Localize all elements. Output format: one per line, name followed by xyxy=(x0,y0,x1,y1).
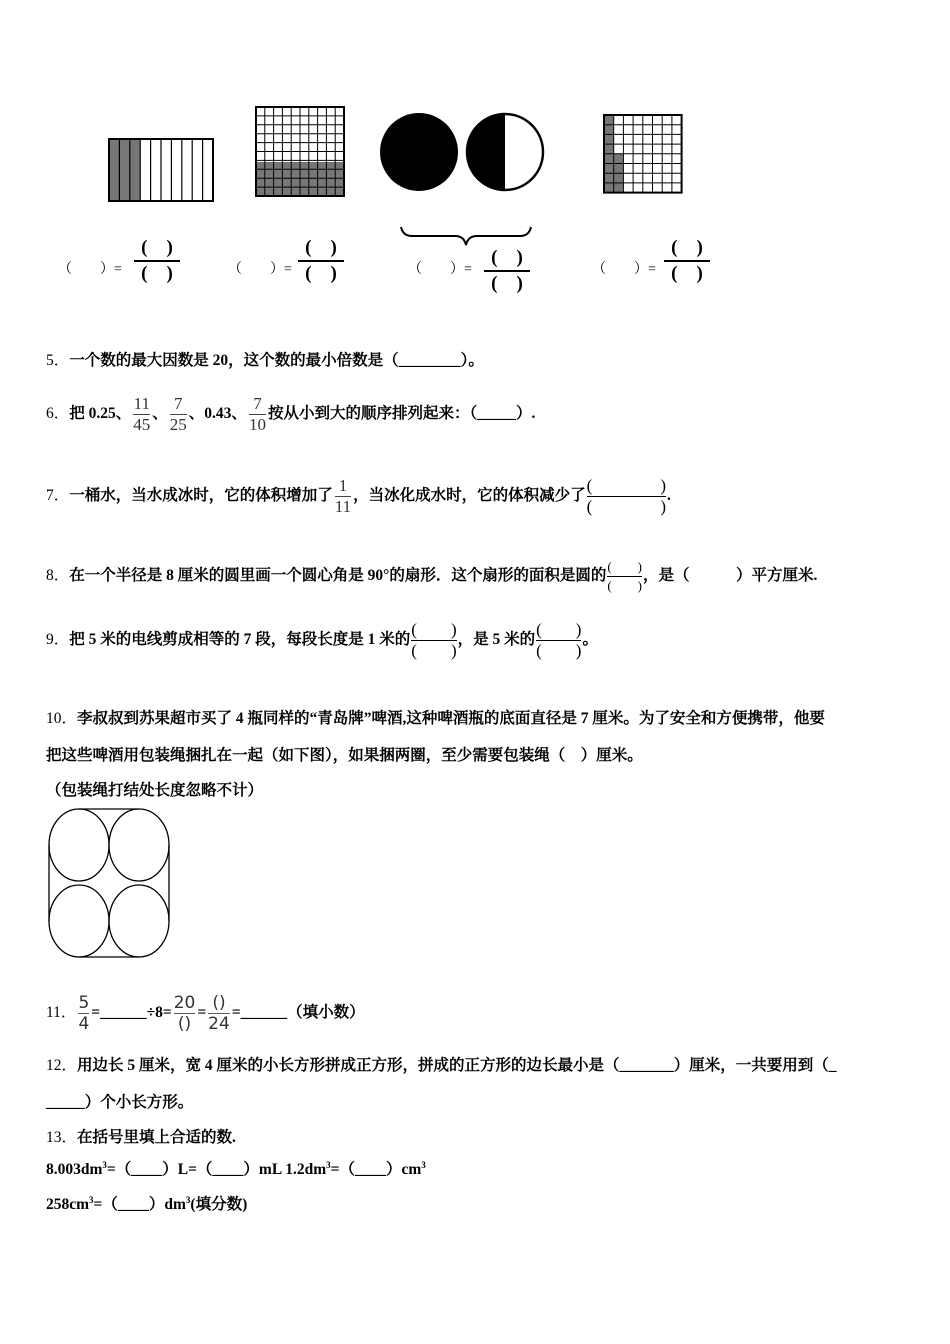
expression-text: (填分数) xyxy=(190,1196,248,1213)
question-7 xyxy=(46,476,671,517)
question-number: 12． xyxy=(46,1057,78,1074)
answer-fraction-2 xyxy=(536,620,581,661)
circles-figure xyxy=(380,113,543,191)
expression-text: 258cm xyxy=(46,1196,90,1213)
exponent: 3 xyxy=(185,1194,191,1205)
question-text: ，是 5 米的 xyxy=(457,631,536,649)
answer-fraction-1 xyxy=(411,620,456,661)
numerator: 7 xyxy=(170,394,187,415)
numerator-blank: ( ) xyxy=(536,620,582,639)
question-text: 在一个半径是 8 厘米的圆里画一个圆心角是 90°的扇形．这个扇形的面积是圆的 xyxy=(69,567,607,585)
question-number: 13． xyxy=(46,1129,78,1146)
question-number: 6． xyxy=(46,405,70,423)
question-number: 7． xyxy=(46,487,70,505)
question-text: 一个数的最大因数是 20，这个数的最小倍数是（________）。 xyxy=(69,352,484,369)
denominator-blank: ( ) xyxy=(607,578,643,593)
figure-fraction-3 xyxy=(484,246,530,296)
question-text: . xyxy=(667,487,671,505)
denominator: 25 xyxy=(169,415,187,434)
fraction-7-10 xyxy=(249,394,266,435)
question-text: 把 5 米的电线剪成相等的 7 段，每段长度是 1 米的 xyxy=(69,631,411,649)
question-number: 5． xyxy=(46,352,70,369)
question-text: ，当冰化成水时，它的体积减少了 xyxy=(353,487,586,505)
numerator: 7 xyxy=(249,394,266,415)
question-10-note: （包装绳打结处长度忽略不计） xyxy=(46,782,264,799)
figure-label-1: （ ）= xyxy=(58,262,122,277)
numerator: 20 xyxy=(173,993,196,1013)
question-text: 用边长 5 厘米，宽 4 厘米的小长方形拼成正方形，拼成的正方形的边长最小是（_______）厘米，一共要用到（_ xyxy=(77,1057,837,1074)
denominator: 4 xyxy=(78,1014,90,1034)
question-12-line-2: _____）个小长方形。 xyxy=(46,1094,194,1111)
four-bottles-diagram xyxy=(44,808,174,962)
fraction-blank-24 xyxy=(208,993,230,1034)
denominator: 24 xyxy=(208,1014,230,1034)
figure-label-4: （ ）= xyxy=(592,262,656,277)
fraction-20-blank xyxy=(174,993,196,1034)
fraction-numerator: ( ) xyxy=(664,236,710,262)
numerator: 1 xyxy=(335,476,351,497)
brace-mark xyxy=(401,227,531,245)
hundred-grid-figure xyxy=(256,107,344,196)
staircase-grid-figure xyxy=(604,115,682,193)
fraction-numerator: ( ) xyxy=(134,236,180,262)
question-10 xyxy=(46,706,825,728)
numerator: 5 xyxy=(78,993,90,1013)
expression-text: =（____）dm xyxy=(93,1196,186,1213)
question-text: 把 0.25、 xyxy=(69,405,132,423)
question-5 xyxy=(46,348,484,370)
answer-fraction xyxy=(587,476,666,517)
question-text: 、0.43、 xyxy=(188,405,247,423)
figure-label-3: （ ）= xyxy=(408,262,472,277)
question-13 xyxy=(46,1125,236,1147)
denominator-blank: ( ) xyxy=(586,497,666,516)
question-6 xyxy=(46,394,535,435)
denominator: () xyxy=(177,1014,192,1034)
question-text: 。 xyxy=(582,631,598,649)
question-number: 11． xyxy=(46,1004,77,1022)
figure-fraction-1 xyxy=(134,236,180,286)
expression-text: =（____）L=（____）mL 1.2dm xyxy=(106,1161,327,1178)
question-number: 9． xyxy=(46,631,70,649)
figure-fraction-4 xyxy=(664,236,710,286)
exponent: 3 xyxy=(102,1159,107,1170)
question-text: ，是（ ）平方厘米. xyxy=(643,567,818,585)
question-9 xyxy=(46,620,598,661)
question-11 xyxy=(46,993,365,1034)
figure-label-2: （ ）= xyxy=(228,262,292,277)
question-text: 按从小到大的顺序排列起来：（_____）. xyxy=(267,405,536,423)
exponent: 3 xyxy=(326,1159,331,1170)
fraction-1-11 xyxy=(335,476,351,517)
separator: 、 xyxy=(152,405,168,423)
numerator-blank: ( ) xyxy=(586,476,666,495)
question-text: 一桶水，当水成冰时，它的体积增加了 xyxy=(69,487,333,505)
fraction-numerator: ( ) xyxy=(484,246,530,272)
numerator-blank: ( ) xyxy=(411,620,457,639)
fraction-11-45 xyxy=(133,394,150,435)
fraction-denominator: ( ) xyxy=(671,263,703,284)
expression-text: 8.003dm xyxy=(46,1161,103,1178)
question-text: =______（填小数） xyxy=(231,1004,365,1022)
denominator: 11 xyxy=(334,497,352,516)
expression-text: =（____）cm xyxy=(330,1161,422,1178)
question-10-line-2: 把这些啤酒用包装绳捆扎在一起（如下图），如果捆两圈，至少需要包装绳（ ）厘米。 xyxy=(46,747,643,764)
fraction-numerator: ( ) xyxy=(298,236,344,262)
exponent: 3 xyxy=(89,1194,94,1205)
denominator-blank: ( ) xyxy=(411,641,457,660)
fraction-denominator: ( ) xyxy=(141,263,173,284)
fraction-denominator: ( ) xyxy=(305,263,337,284)
numerator: 11 xyxy=(133,394,150,413)
exponent: 3 xyxy=(421,1159,426,1170)
question-13-line-2 xyxy=(46,1192,247,1214)
denominator-blank: ( ) xyxy=(536,641,582,660)
fraction-denominator: ( ) xyxy=(491,273,523,294)
denominator: 45 xyxy=(133,415,151,434)
question-number: 8． xyxy=(46,567,70,585)
numerator: () xyxy=(208,993,230,1014)
question-12 xyxy=(46,1053,837,1075)
question-13-line-1 xyxy=(46,1157,426,1179)
question-8 xyxy=(46,558,817,595)
denominator: 10 xyxy=(248,415,266,434)
question-number: 10． xyxy=(46,710,78,727)
question-text: =______÷8= xyxy=(91,1004,172,1022)
figure-fraction-2 xyxy=(298,236,344,286)
question-text: 李叔叔到苏果超市买了 4 瓶同样的“青岛牌”啤酒,这种啤酒瓶的底面直径是 7 厘米。为了安全和方便携带，他要 xyxy=(77,710,825,727)
equals-sign: = xyxy=(197,1004,207,1022)
fraction-5-4 xyxy=(78,993,89,1034)
numerator-blank: ( ) xyxy=(607,558,642,577)
fraction-7-25 xyxy=(170,394,187,435)
question-text: 在括号里填上合适的数. xyxy=(77,1129,236,1146)
answer-fraction xyxy=(607,558,642,595)
strip-rectangle-figure xyxy=(109,139,213,201)
